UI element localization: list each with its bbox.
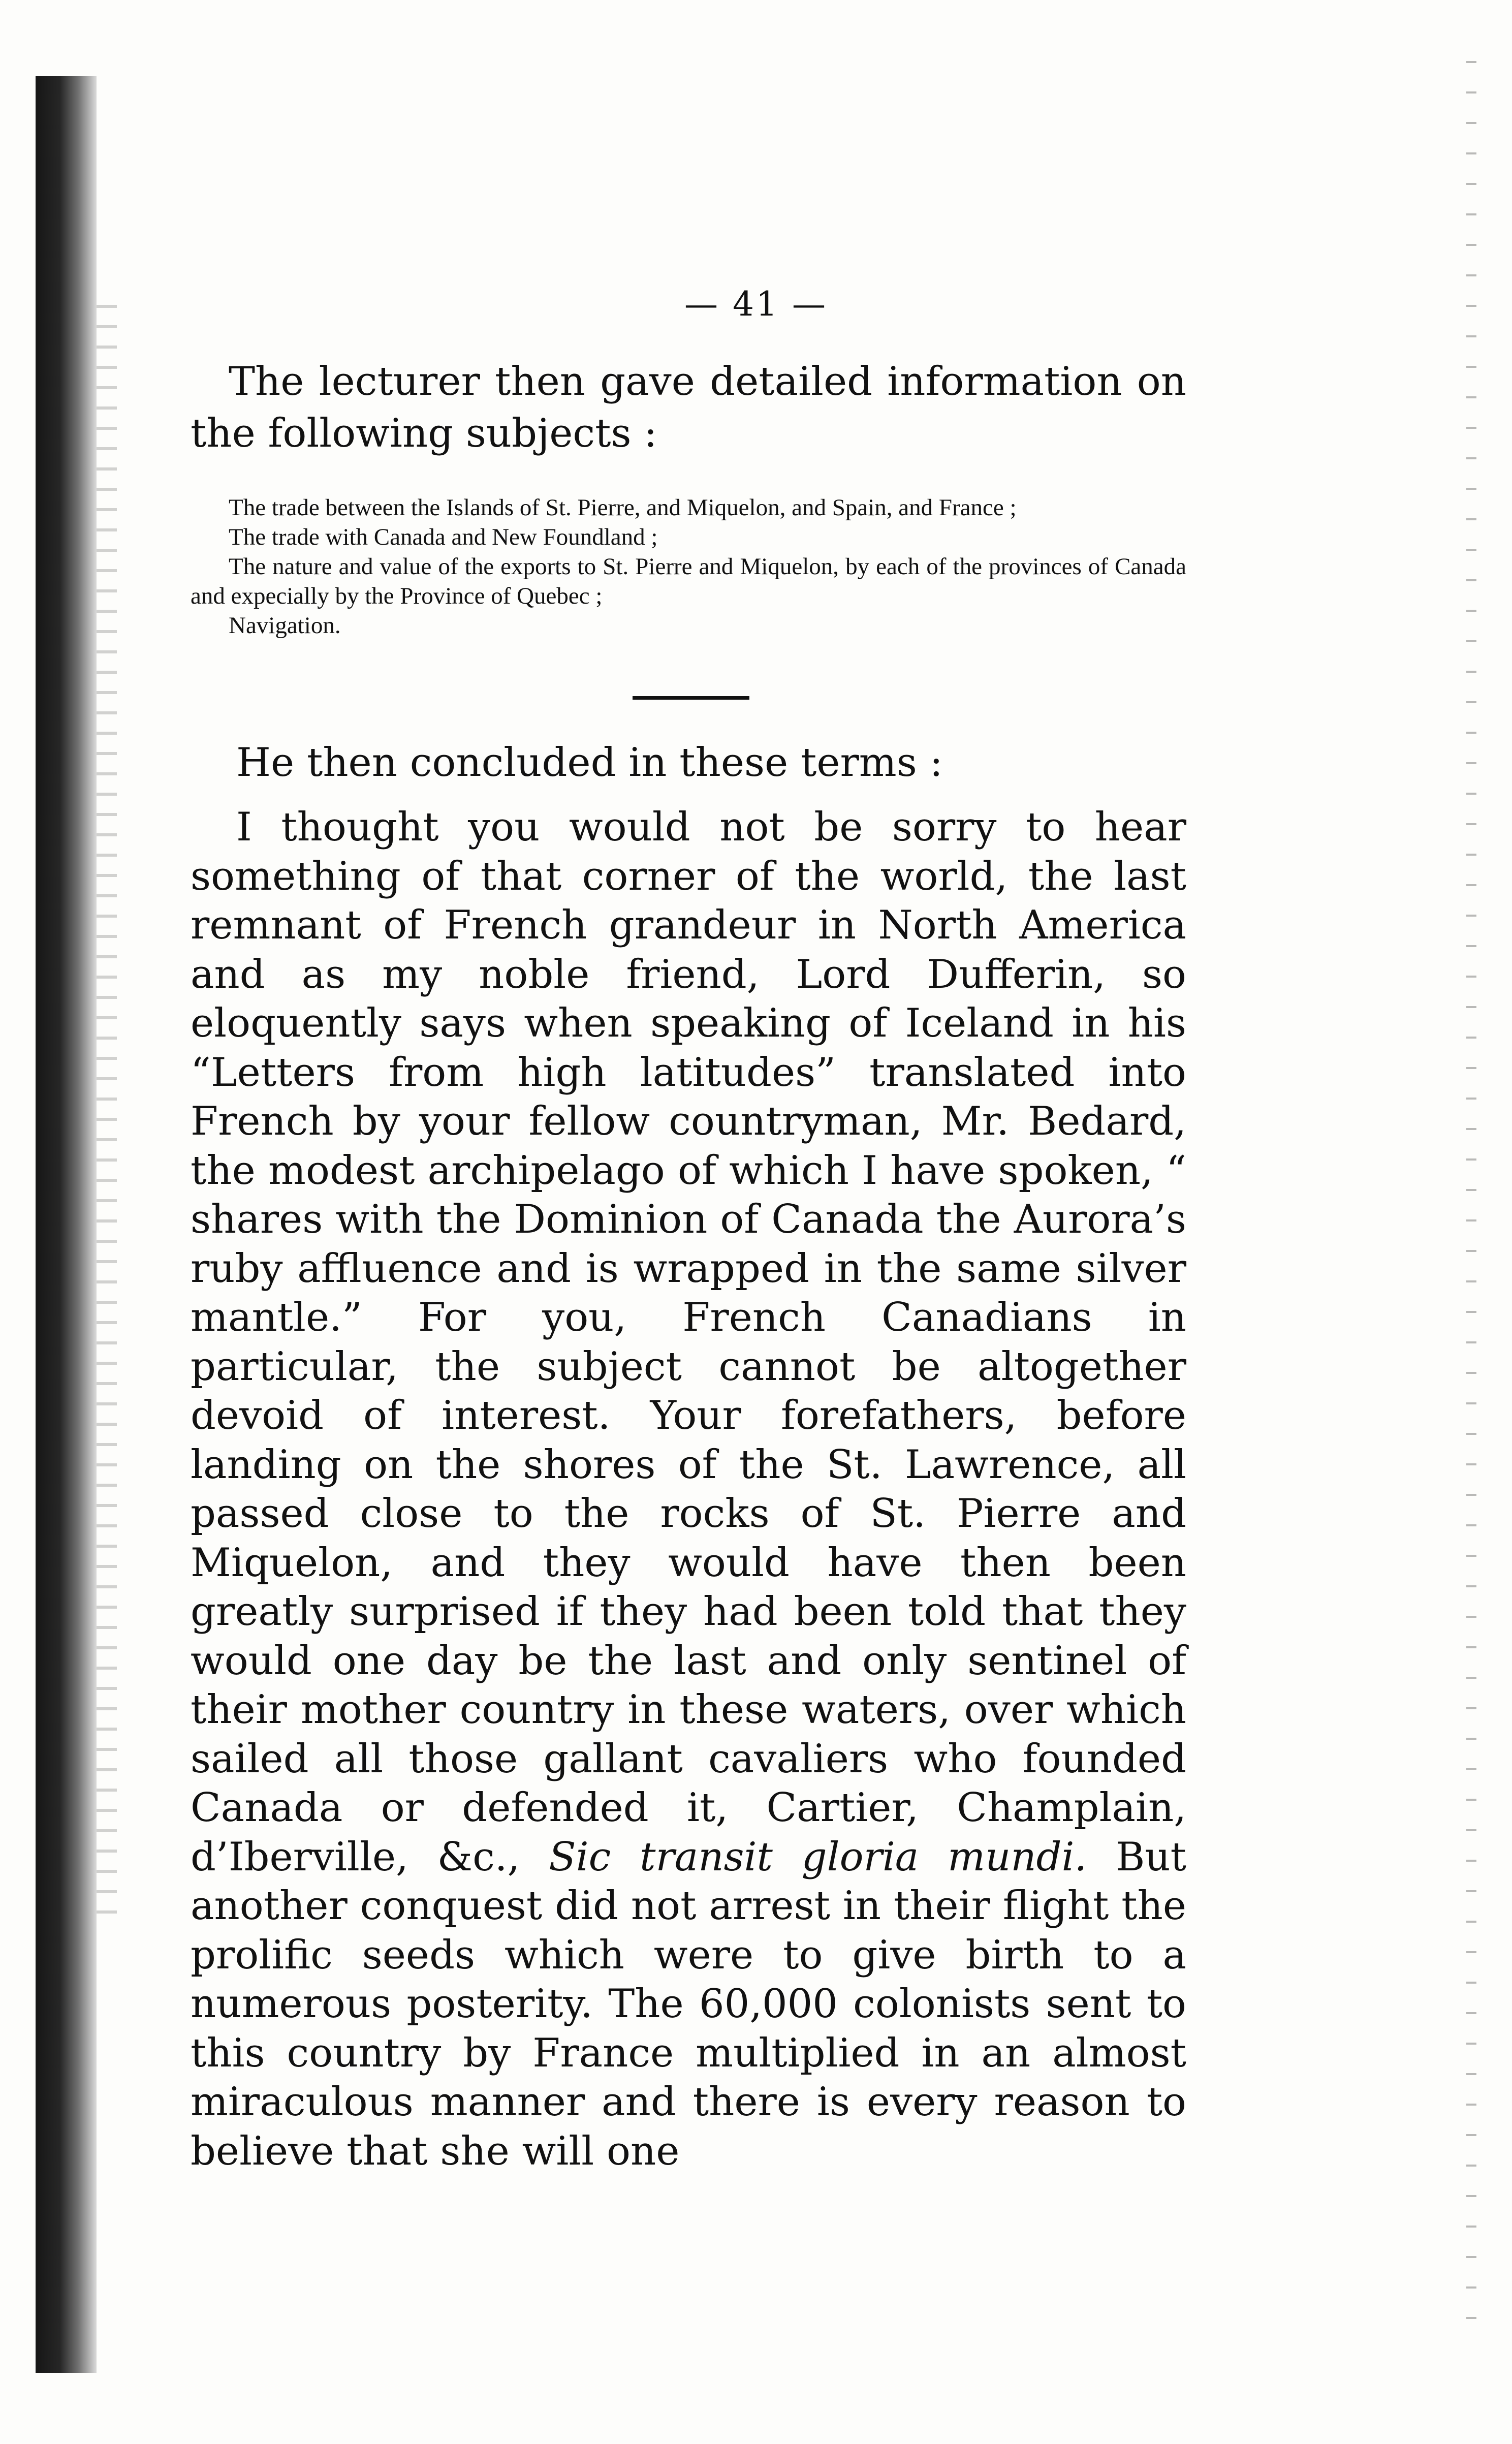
intro-paragraph: The lecturer then gave detailed information on the following subjects : [191, 359, 1186, 456]
subject-item: The nature and value of the exports to St. Pierre and Miquelon, by each of the provinces of Canada and expecially by the Province of Quebec ; [191, 553, 1186, 609]
latin-quote: Sic transit gloria mundi. [549, 1834, 1087, 1880]
section-divider [633, 696, 749, 700]
speech-text-part-2: But another conquest did not arrest in their flight the prolific seeds which were to give birth to a numerous posterity. The 60,000 colonists sent to this country by France multiplied in an almost miraculous manner and there is every reason to believe that she will one [191, 1834, 1187, 2174]
subject-item: Navigation. [229, 612, 341, 639]
subject-item: The trade with Canada and New Foundland ; [229, 524, 658, 550]
scan-speckles-left [97, 305, 117, 1931]
concluding-intro: He then concluded in these terms : [236, 740, 943, 786]
subject-item: The trade between the Islands of St. Pierre, and Miquelon, and Spain, and France ; [229, 494, 1017, 521]
page-number: — 41 — [684, 285, 828, 324]
speech-paragraph [191, 803, 1186, 2176]
book-binding-edge [36, 76, 97, 2373]
speech-text-part-1: I thought you would not be sorry to hear something of that corner of the world, the last remnant of French grandeur in North America and as my noble friend, Lord Dufferin, so eloquently says when speaking of Iceland in his “Letters from high latitudes” translated into French by your fellow countryman, Mr. Bedard, the modest archipelago of which I have spoken, “ shares with the Dominion of Canada the Aurora’s ruby affluence and is wrapped in the same silver mantle.” For you, French Canadians in particular, the subject cannot be altogether devoid of interest. Your forefathers, before landing on the shores of the St. Lawrence, all passed close to the rocks of St. Pierre and Miquelon, and they would have then been greatly surprised if they had been told that they would one day be the last and only sentinel of their mother country in these waters, over which sailed all those gallant cavaliers who founded Canada or defended it, Cartier, Champlain, d’Iberville, &c., [191, 804, 1186, 1880]
subjects-list [191, 493, 1186, 640]
scan-speckles-right [1466, 61, 1476, 2322]
